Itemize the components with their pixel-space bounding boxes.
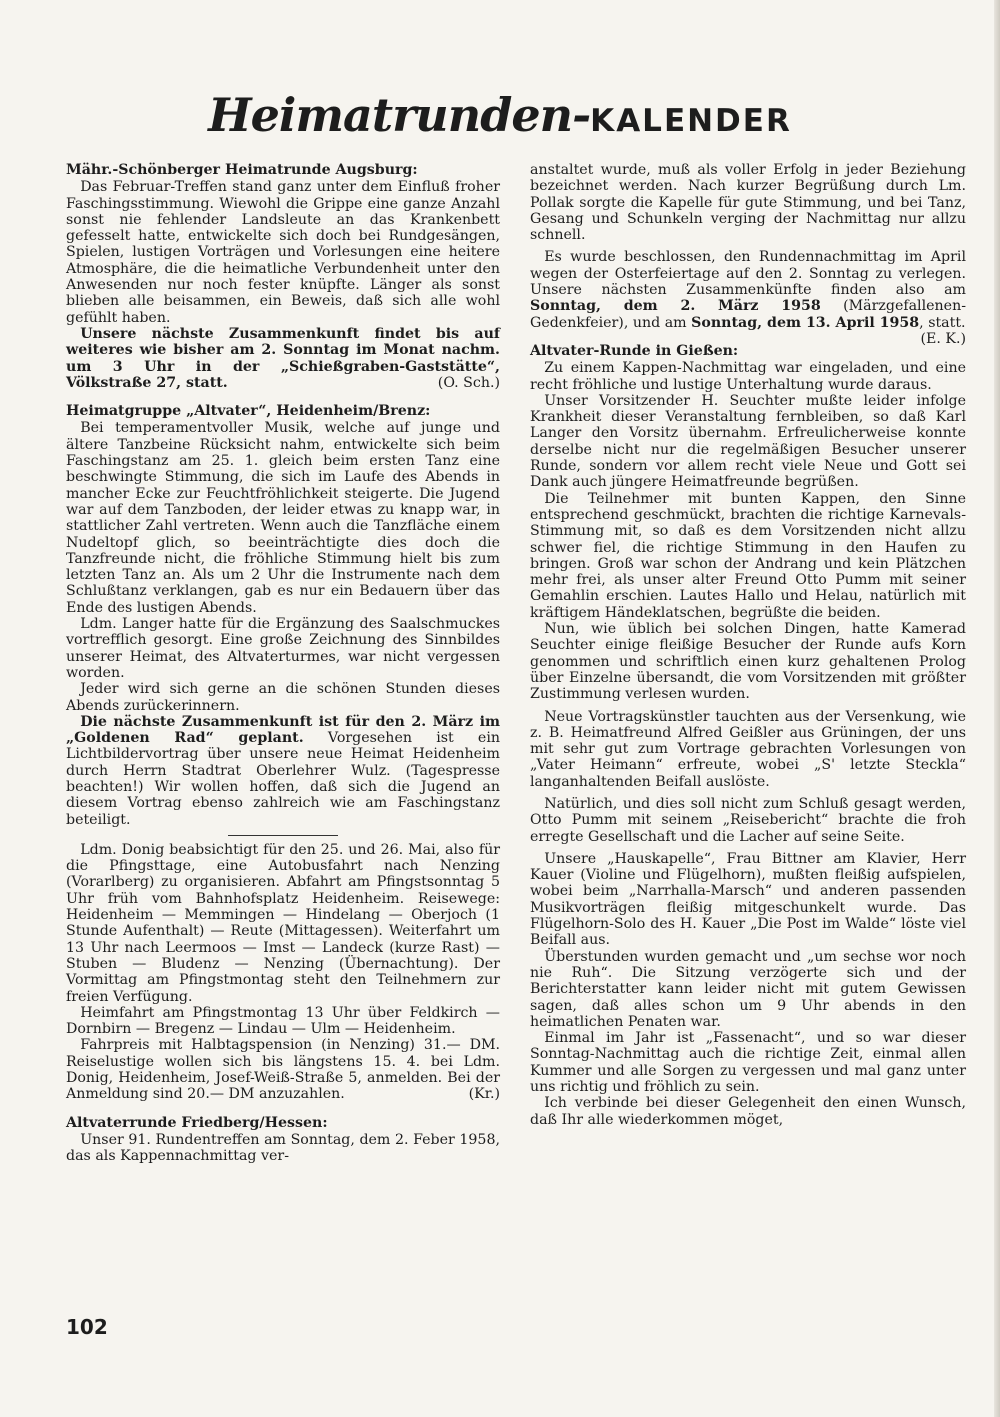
paragraph: Heimfahrt am Pfingstmontag 13 Uhr über Feldkirch — Dornbirn — Bregenz — Lindau — Ulm — Heidenheim. (66, 1004, 500, 1038)
paragraph-text: Es wurde beschlossen, den Rundennachmittag im April wegen der Osterfeiertage auf den 2. Sonntag zu verlegen. Unsere nächsten Zusammenkünfte finden also am (530, 249, 966, 299)
paragraph: Das Februar-Treffen stand ganz unter dem Einfluß froher Faschingsstimmung. Wiewohl die Grippe eine ganze Anzahl sonst nie fehlender Landsleute an das Krankenbett gefesselt hatte, entwickelte sich doch bei Rundgesängen, Spielen, lustigen Vorträgen und Vorlesungen eine heitere Atmosphäre, die die heimatliche Verbundenheit unter den Anwesenden nur noch fester knüpfte. Länger als sonst blieben alle beisammen, ein Beweis, daß sich alle wohl gefühlt haben. (66, 179, 500, 326)
paragraph: Bei temperamentvoller Musik, welche auf junge und ältere Tanzbeine Rücksicht nahm, entwickelte sich beim Faschingstanz am 25. 1. gleich beim ersten Tanz eine beschwingte Stimmung, die sich im Laufe des Abends in mancher Ecke zur Feuchtfröhlichkeit steigerte. Die Jugend war auf dem Tanzboden, der leider etwas zu knapp war, in stattlicher Zahl vertreten. Wenn auch die Tanzfläche einem Nudeltopf glich, so beeinträchtigte dies doch die Tanzfreunde nicht, die fröhliche Stimmung hielt bis zum letzten Tanz an. Als um 2 Uhr die Instrumente nach dem Schlußtanz verklangen, gab es nur ein Bedauern über das Ende des lustigen Abends. (66, 420, 500, 616)
paragraph: Jeder wird sich gerne an die schönen Stunden dieses Abends zurückerinnern. (66, 681, 500, 714)
paragraph-text: Fahrpreis mit Halbtagspension (in Nenzing) 31.— DM. Reiselustige wollen sich bis längstens 15. 4. bei Ldm. Donig, Heidenheim, Josef-Weiß-Straße 5, anmelden. Bei der Anmeldung sind 20.— DM anzuzahlen. (66, 1037, 500, 1103)
paragraph: Überstunden wurden gemacht und „um sechse wor noch nie Ruh“. Die Sitzung verzögerte sich und der Berichterstatter kann leider nicht mit gutem Gewissen sagen, daß alles schon um 9 Uhr abends in den heimatlichen Penaten war. (530, 948, 966, 1030)
bold-text: Unsere nächste Zusammenkunft findet bis auf weiteres wie bisher am 2. Sonntag im Monat nachm. um 3 Uhr in der „Schießgraben-Gaststätte“, Völkstraße 27, statt. (66, 325, 500, 391)
paragraph-text: , statt. (919, 314, 966, 331)
signature: (Kr.) (468, 1086, 500, 1103)
signature: (E. K.) (920, 330, 966, 347)
paragraph: Ldm. Langer hatte für die Ergänzung des Saalschmuckes vortrefflich gesorgt. Eine große Zeichnung des Sinnbildes unserer Heimat, des Altvaterturmes, war nicht vergessen worden. (66, 616, 500, 681)
bold-text: Die nächste Zusammenkunft ist für den 2. März im „Goldenen Rad“ geplant. (66, 713, 500, 747)
signature: (O. Sch.) (437, 374, 500, 391)
paragraph: Ich verbinde bei dieser Gelegenheit den einen Wunsch, daß Ihr alle wiederkommen möget, (530, 1095, 966, 1128)
title-caps-text: KALENDER (590, 103, 792, 139)
section-heading-augsburg: Mähr.-Schönberger Heimatrunde Augsburg: (66, 162, 418, 178)
paragraph: Unser 91. Rundentreffen am Sonntag, dem 2. Feber 1958, das als Kappennachmittag ver- (66, 1131, 500, 1165)
left-column (66, 162, 500, 1165)
paragraph: Die Teilnehmer mit bunten Kappen, den Sinne entsprechend geschmückt, brachten die richtige Karnevals-Stimmung mit, so daß es dem Vorsitzenden nicht allzu schwer fiel, die richtige Stimmung in den Haufen zu bringen. Groß war schon der Andrang und kein Plätzchen mehr frei, als unser alter Freund Otto Pumm mit seiner Gemahlin erschien. Lautes Hallo und Helau, natürlich mit kräftigem Händeklatschen, begrüßte die beiden. (530, 490, 966, 621)
section-heading-giessen: Altvater-Runde in Gießen: (530, 342, 739, 359)
bold-text: Sonntag, dem 2. März 1958 (530, 298, 821, 315)
bold-text: Sonntag, dem 13. April 1958 (691, 314, 920, 331)
paragraph-bold (66, 326, 500, 391)
right-column (530, 162, 966, 1128)
paragraph (530, 249, 966, 347)
paragraph (66, 714, 500, 828)
page-edge-shadow (994, 0, 1000, 1417)
separator-line (228, 835, 338, 836)
paragraph: Ldm. Donig beabsichtigt für den 25. und 26. Mai, also für die Pfingsttage, eine Autobusfahrt nach Nenzing (Vorarlberg) zu organisieren. Abfahrt am Pfingstsonntag 5 Uhr früh vom Bahnhofsplatz Heidenheim. Reisewege: Heidenheim — Memmingen — Hindelang — Oberjoch (1 Stunde Aufenthalt) — Reute (Mittagessen). Weiterfahrt um 13 Uhr nach Leermoos — Imst — Landeck (kurze Rast) — Stuben — Bludenz — Nenzing (Übernachtung). Der Vormittag am Pfingstmontag steht den Teilnehmern zur freien Verfügung. (66, 841, 500, 1005)
page-number: 102 (66, 1315, 108, 1339)
paragraph-text: (Märzgefallenen-Gedenkfeier), und am (530, 298, 966, 331)
paragraph: Unser Vorsitzender H. Seuchter mußte leider infolge Krankheit dieser Veranstaltung fernbleiben, so daß Karl Langer den Vorsitz übernahm. Erfreulicherweise konnte derselbe nicht nur die regelmäßigen Besucher unserer Runde, sondern vor allem recht viele Neue und Gott sei Dank auch jüngere Heimatfreunde begrüßen. (530, 392, 966, 491)
paragraph: Einmal im Jahr ist „Fassenacht“, und so war dieser Sonntag-Nachmittag auch die richtige Zeit, einmal allen Kummer und alle Sorgen zu vergessen und mal ganz unter uns richtig und fröhlich zu sein. (530, 1030, 966, 1096)
paragraph: Natürlich, und dies soll nicht zum Schluß gesagt werden, Otto Pumm mit seinem „Reisebericht“ brachte die froh erregte Gesellschaft und die Lacher auf seine Seite. (530, 795, 966, 845)
paragraph: Zu einem Kappen-Nachmittag war eingeladen, und eine recht fröhliche und lustige Unterhaltung wurde daraus. (530, 360, 966, 393)
section-heading-heidenheim: Heimatgruppe „Altvater“, Heidenheim/Brenz: (66, 403, 431, 420)
paragraph: Neue Vortragskünstler tauchten aus der Versenkung, wie z. B. Heimatfreund Alfred Geißler aus Grüningen, der uns mit sehr gut zum Vortrage gebrachten Vorlesungen von „Vater Heimann“ erfreute, wobei „S' letzte Steckla“ langanhaltenden Beifall auslöste. (530, 708, 966, 790)
paragraph-text: Vorgesehen ist ein Lichtbildervortrag über unsere neue Heimat Heidenheim durch Herrn Stadtrat Oberlehrer Wulz. (Tagespresse beachten!) Wir wollen hoffen, daß sich die Jugend an diesem Vortrag ebenso zahlreich wie am Faschingstanz beteiligt. (66, 730, 500, 828)
paragraph (66, 1037, 500, 1102)
title-script-text: Heimatrunden- (208, 88, 591, 142)
paragraph: Unsere „Hauskapelle“, Frau Bittner am Klavier, Herr Kauer (Violine und Flügelhorn), mußten fleißig aufspielen, wobei beim „Narrhalla-Marsch“ und anderen passenden Musikvorträgen fleißig mitgeschunkelt wurde. Das Flügelhorn-Solo des H. Kauer „Die Post im Walde“ löste viel Beifall aus. (530, 850, 966, 949)
paragraph-continued: anstaltet wurde, muß als voller Erfolg in jeder Beziehung bezeichnet werden. Nach kurzer Begrüßung durch Lm. Pollak sorgte die Kapelle für gute Stimmung, und bei Tanz, Gesang und Schunkeln verging der Nachmittag nur allzu schnell. (530, 162, 966, 244)
page-title (0, 88, 1000, 142)
section-heading-friedberg: Altvaterrunde Friedberg/Hessen: (66, 1114, 328, 1131)
paragraph: Nun, wie üblich bei solchen Dingen, hatte Kamerad Seuchter einige fleißige Besucher der Runde aufs Korn genommen und schriftlich einen kurz gehaltenen Prolog über Einzelne übersandt, die vom Vorsitzenden mit größter Zustimmung verlesen wurden. (530, 621, 966, 703)
